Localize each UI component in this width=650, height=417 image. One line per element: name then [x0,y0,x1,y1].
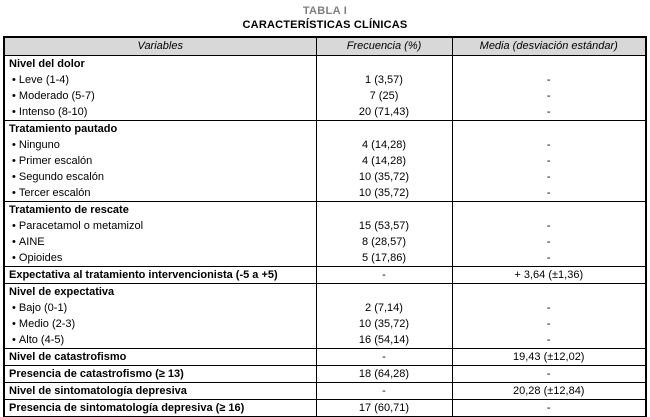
frequency-cell [316,201,452,218]
frequency-cell: 15 (53,57) [316,218,452,234]
table-row [4,283,646,300]
table-row [4,55,646,72]
variable-cell: • Intenso (8-10) [4,104,316,121]
table-body [4,55,646,417]
media-cell: - [452,153,646,169]
table-row [4,266,646,283]
table-header-row [4,37,646,55]
frequency-cell: 4 (14,28) [316,137,452,153]
media-cell: + 3,64 (±1,36) [452,266,646,283]
table-row [4,399,646,417]
frequency-cell: 10 (35,72) [316,316,452,332]
table-row [4,300,646,316]
media-cell: - [452,234,646,250]
variable-cell: • Tercer escalón [4,185,316,202]
table-row [4,316,646,332]
media-cell: - [452,218,646,234]
table-row [4,218,646,234]
variable-cell: Presencia de catastrofismo (≥ 13) [4,365,316,382]
variable-cell: • Primer escalón [4,153,316,169]
table-row [4,72,646,88]
table-row [4,104,646,121]
frequency-cell: 18 (64,28) [316,365,452,382]
media-cell: - [452,104,646,121]
frequency-cell: - [316,382,452,399]
frequency-cell: - [316,348,452,365]
frequency-cell: 10 (35,72) [316,185,452,202]
table-row [4,234,646,250]
variable-cell: Nivel de expectativa [4,283,316,300]
media-cell: - [452,316,646,332]
variable-cell: • Medio (2-3) [4,316,316,332]
media-cell: - [452,365,646,382]
frequency-cell: 10 (35,72) [316,169,452,185]
variable-cell: Nivel de catastrofismo [4,348,316,365]
table-title: CARACTERÍSTICAS CLÍNICAS [242,19,408,31]
table-row [4,332,646,349]
media-cell: - [452,300,646,316]
table-row [4,137,646,153]
variable-cell: Nivel del dolor [4,55,316,72]
variable-cell: Presencia de sintomatología depresiva (≥ 16) [4,399,316,417]
variable-cell: • Opioides [4,250,316,267]
variable-cell: • Paracetamol o metamizol [4,218,316,234]
media-cell: 20,28 (±12,84) [452,382,646,399]
variable-cell: • AINE [4,234,316,250]
variable-cell: • Ninguno [4,137,316,153]
media-cell: - [452,169,646,185]
table-row [4,169,646,185]
media-cell [452,55,646,72]
clinical-characteristics-table [3,36,647,417]
frequency-cell: 1 (3,57) [316,72,452,88]
variable-cell: Nivel de sintomatología depresiva [4,382,316,399]
variable-cell: Tratamiento pautado [4,120,316,137]
variable-cell: • Bajo (0-1) [4,300,316,316]
variable-cell: Expectativa al tratamiento intervencionista (-5 a +5) [4,266,316,283]
media-cell: - [452,185,646,202]
table-row [4,382,646,399]
frequency-cell [316,283,452,300]
frequency-cell: 2 (7,14) [316,300,452,316]
frequency-cell: - [316,266,452,283]
media-cell [452,120,646,137]
media-cell: - [452,399,646,417]
table-row [4,88,646,104]
table-row [4,120,646,137]
table-row [4,365,646,382]
frequency-cell: 8 (28,57) [316,234,452,250]
table-number-title: TABLA I [302,5,348,17]
frequency-cell: 5 (17,86) [316,250,452,267]
frequency-cell: 17 (60,71) [316,399,452,417]
media-cell: - [452,332,646,349]
media-cell: - [452,88,646,104]
column-header-frequency: Frecuencia (%) [316,37,452,55]
frequency-cell: 7 (25) [316,88,452,104]
frequency-cell: 20 (71,43) [316,104,452,121]
frequency-cell [316,55,452,72]
frequency-cell: 4 (14,28) [316,153,452,169]
variable-cell: • Moderado (5-7) [4,88,316,104]
table-row [4,153,646,169]
table-row [4,185,646,202]
frequency-cell: 16 (54,14) [316,332,452,349]
column-header-media: Media (desviación estándar) [452,37,646,55]
variable-cell: Tratamiento de rescate [4,201,316,218]
table-row [4,348,646,365]
variable-cell: • Alto (4-5) [4,332,316,349]
media-cell: - [452,137,646,153]
variable-cell: • Leve (1-4) [4,72,316,88]
media-cell: - [452,250,646,267]
frequency-cell [316,120,452,137]
media-cell [452,201,646,218]
column-header-variables: Variables [4,37,316,55]
variable-cell: • Segundo escalón [4,169,316,185]
media-cell: - [452,72,646,88]
media-cell [452,283,646,300]
media-cell: 19,43 (±12,02) [452,348,646,365]
table-row [4,250,646,267]
table-row [4,201,646,218]
